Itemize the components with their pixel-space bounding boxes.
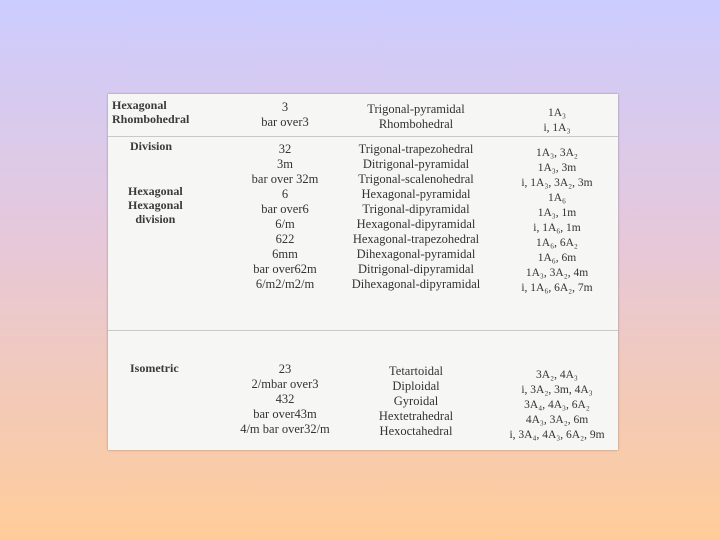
class-name-entry: Dihexagonal-pyramidal: [356, 247, 476, 261]
class-name-entry: Hexoctahedral: [379, 424, 453, 438]
class-name-entry: Gyroidal: [393, 394, 439, 408]
symmetry-entry: 6/m: [275, 217, 295, 231]
symmetry-entry: 6mm: [272, 247, 298, 261]
symmetry-entry: bar over 32m: [251, 172, 319, 186]
symmetry-elements-entry: i, 1A₃, 3A₂, 3m: [521, 177, 593, 189]
symmetry-elements-entry: i, 1A₃: [543, 122, 571, 134]
scanned-crystal-table: [108, 94, 618, 450]
symmetry-elements-entry: 1A₃: [547, 107, 567, 119]
hexagonal-classes: [336, 142, 496, 292]
isometric-label: Isometric: [130, 361, 179, 375]
hexagonal-symmetry: [220, 142, 350, 292]
class-name-entry: Hexagonal-dipyramidal: [356, 217, 476, 231]
rhombohedral-elements: [496, 106, 618, 136]
isometric-classes: [336, 364, 496, 439]
class-name-entry: Trigonal-dipyramidal: [362, 202, 470, 216]
symmetry-elements-entry: 1A₃, 3m: [537, 162, 577, 174]
symmetry-elements-entry: 1A₆: [547, 192, 567, 204]
symmetry-entry: 3m: [277, 157, 293, 171]
rhombohedral-label: Hexagonal Rhombohedral: [112, 98, 190, 126]
division-label: Division: [130, 139, 173, 153]
symmetry-elements-entry: 4A₃, 3A₂, 6m: [525, 414, 589, 426]
class-name-entry: Hexagonal-pyramidal: [361, 187, 471, 201]
symmetry-elements-entry: 1A₃, 3A₂: [536, 147, 578, 159]
isometric-elements: [496, 368, 618, 443]
isometric-symmetry: [220, 362, 350, 437]
symmetry-entry: 3: [281, 100, 289, 114]
symmetry-elements-entry: 1A₃, 3A₂, 4m: [525, 267, 589, 279]
class-name-entry: Diploidal: [392, 379, 440, 393]
symmetry-entry: 2/mbar over3: [251, 377, 319, 391]
symmetry-entry: 23: [278, 362, 292, 376]
symmetry-entry: bar over6: [261, 202, 309, 216]
symmetry-elements-entry: i, 3A₂, 3m, 4A₃: [521, 384, 593, 396]
class-name-entry: Trigonal-scalenohedral: [358, 172, 474, 186]
symmetry-entry: 6: [281, 187, 289, 201]
symmetry-elements-entry: i, 3A₄, 4A₃, 6A₂, 9m: [509, 429, 605, 441]
symmetry-entry: 32: [278, 142, 292, 156]
rhombohedral-classes: [336, 102, 496, 132]
symmetry-elements-entry: i, 1A₆, 1m: [533, 222, 581, 234]
symmetry-elements-entry: 1A₃, 1m: [537, 207, 577, 219]
symmetry-elements-entry: 1A₆, 6m: [537, 252, 577, 264]
class-name-entry: Tetartoidal: [389, 364, 443, 378]
symmetry-elements-entry: 3A₄, 4A₃, 6A₂: [524, 399, 590, 411]
class-name-entry: Rhombohedral: [378, 117, 454, 131]
class-name-entry: Ditrigonal-pyramidal: [362, 157, 470, 171]
row-divider: [108, 136, 618, 137]
hexagonal-label: Hexagonal Hexagonal division: [128, 184, 183, 226]
symmetry-entry: 4/m bar over32/m: [240, 422, 330, 436]
symmetry-entry: bar over43m: [253, 407, 317, 421]
symmetry-entry: 622: [275, 232, 295, 246]
symmetry-entry: bar over62m: [253, 262, 317, 276]
class-name-entry: Hexagonal-trapezohedral: [352, 232, 480, 246]
hexagonal-elements: [496, 146, 618, 296]
symmetry-entry: bar over3: [261, 115, 309, 129]
class-name-entry: Trigonal-trapezohedral: [358, 142, 474, 156]
symmetry-elements-entry: i, 1A₆, 6A₂, 7m: [521, 282, 593, 294]
symmetry-elements-entry: 1A₆, 6A₂: [536, 237, 578, 249]
class-name-entry: Dihexagonal-dipyramidal: [351, 277, 481, 291]
symmetry-elements-entry: 3A₂, 4A₃: [536, 369, 578, 381]
rhombohedral-symmetry: [220, 100, 350, 130]
symmetry-entry: 6/m2/m2/m: [255, 277, 315, 291]
row-divider: [108, 330, 618, 331]
symmetry-entry: 432: [275, 392, 295, 406]
class-name-entry: Trigonal-pyramidal: [367, 102, 465, 116]
class-name-entry: Ditrigonal-dipyramidal: [358, 262, 474, 276]
class-name-entry: Hextetrahedral: [378, 409, 454, 423]
